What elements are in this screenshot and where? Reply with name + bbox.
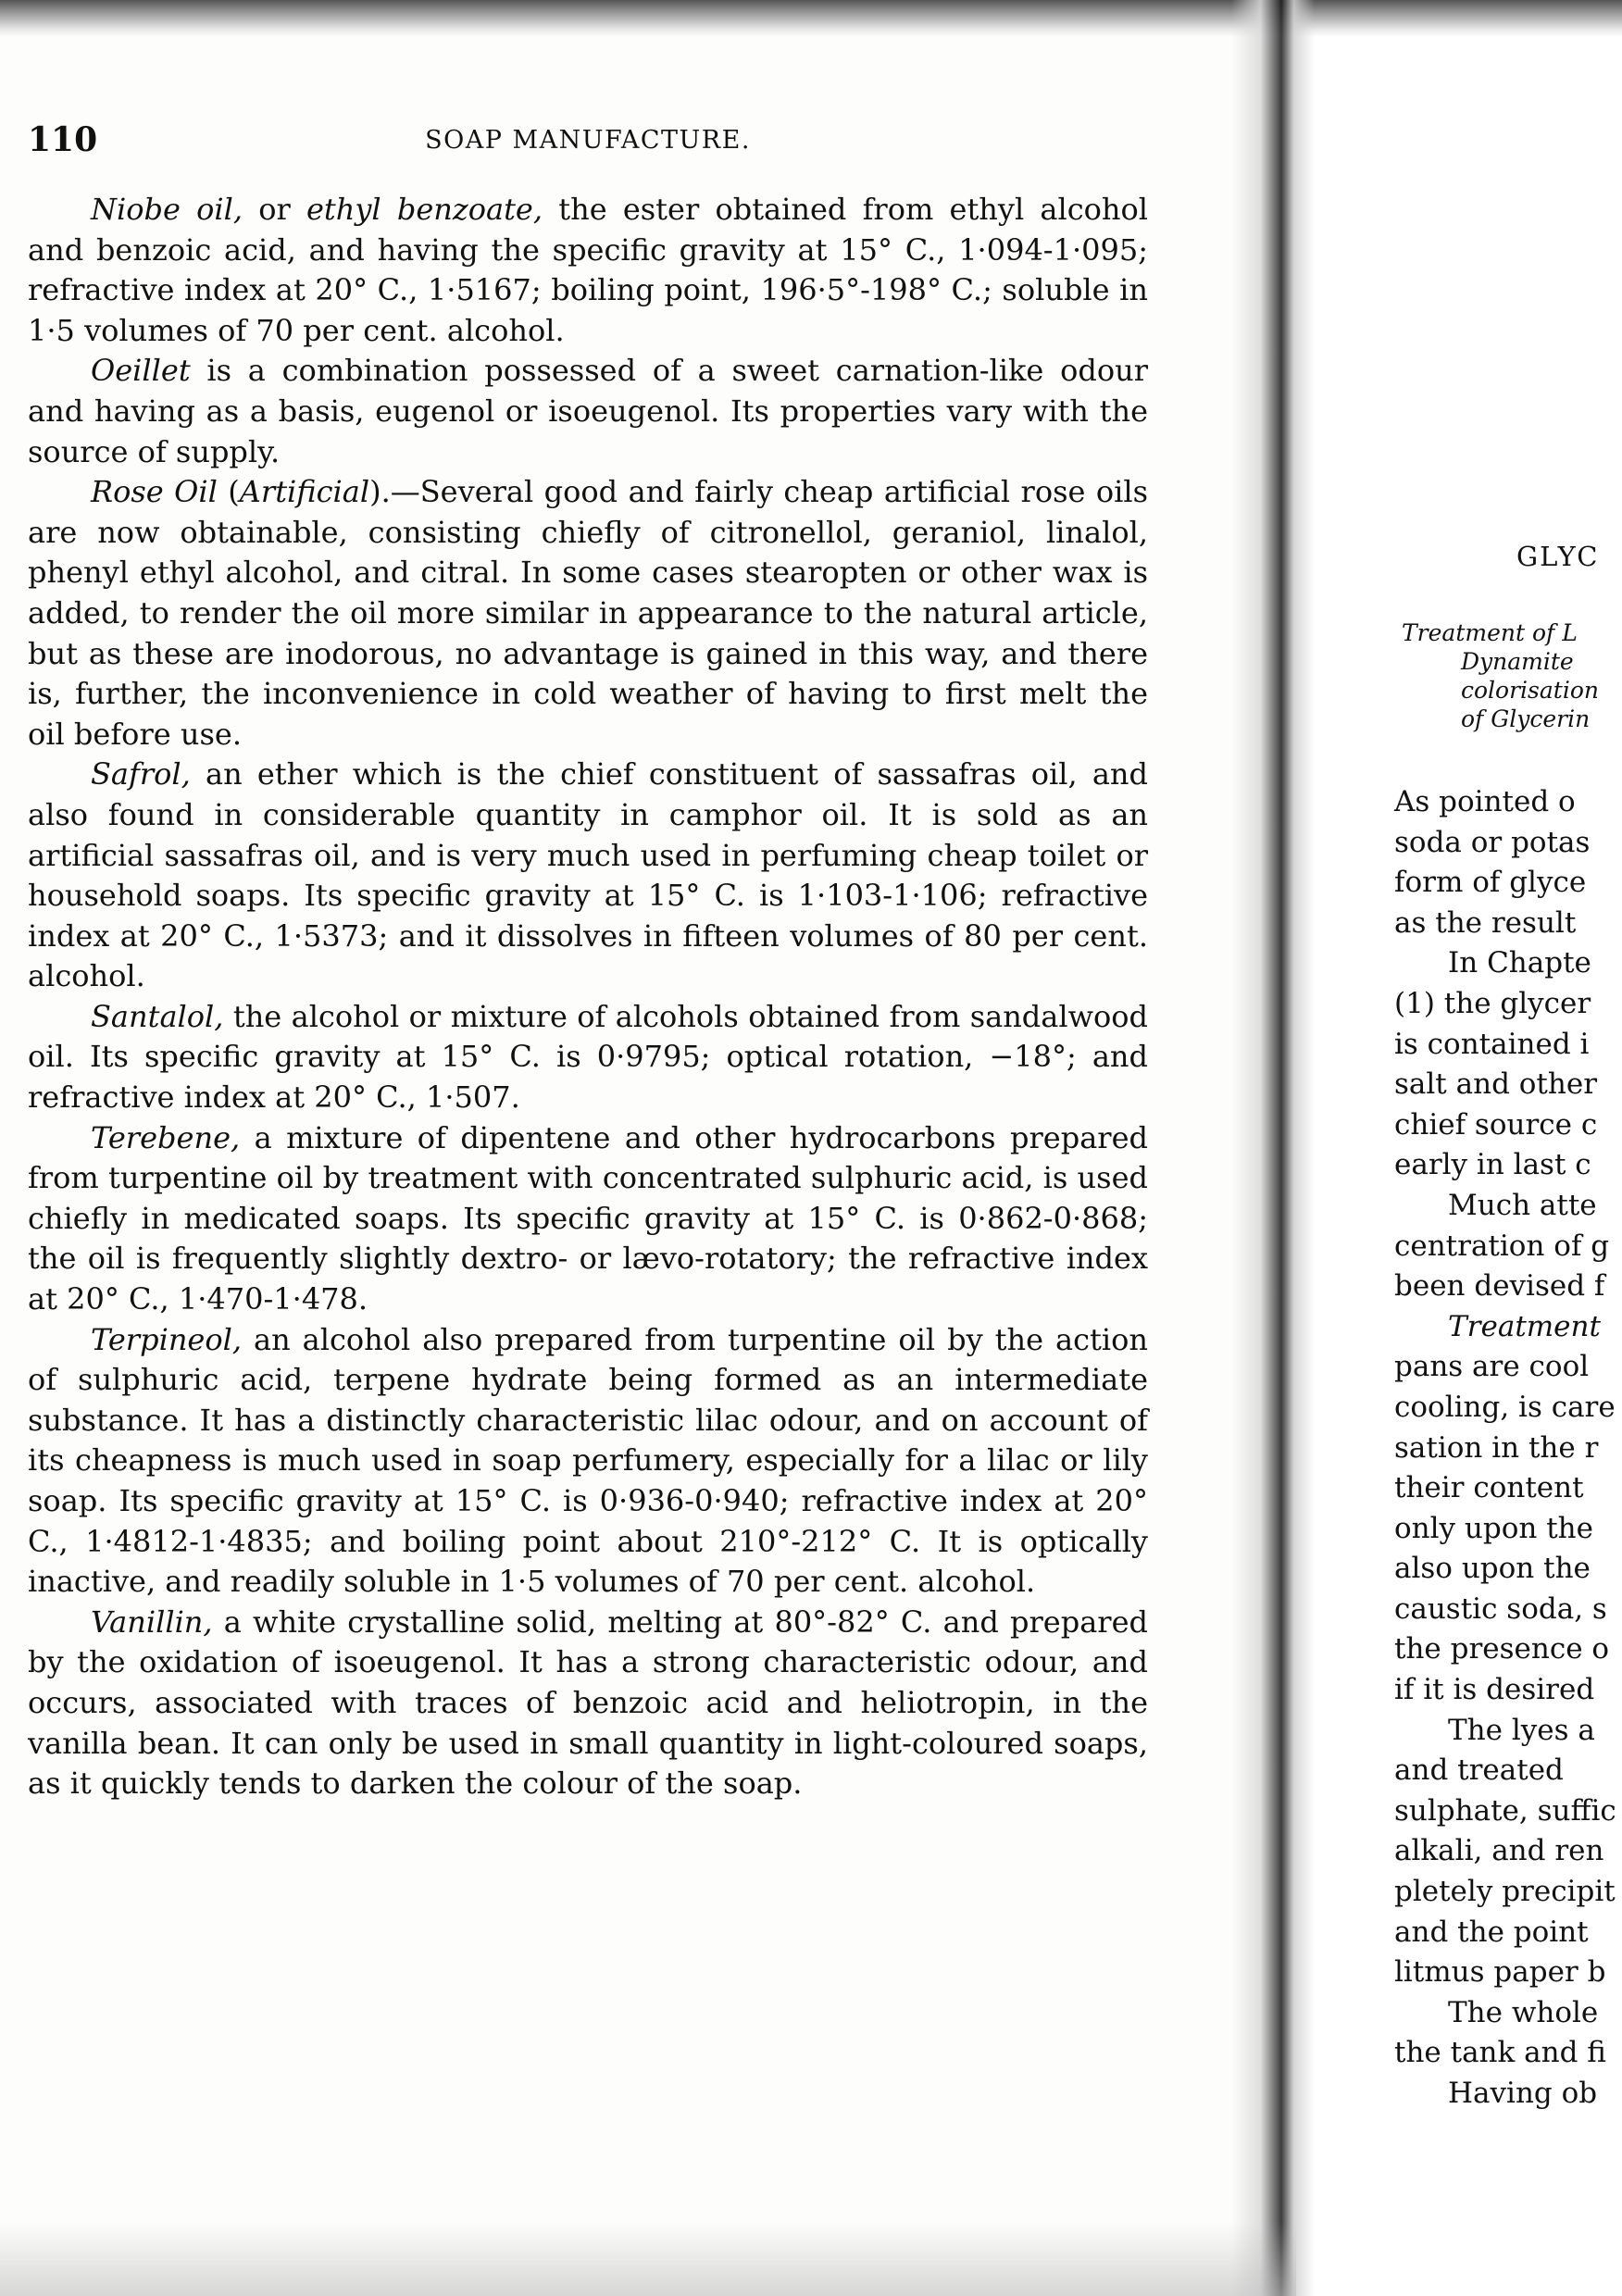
- entry-connector: or: [243, 192, 306, 227]
- paragraph-santalol: [28, 997, 1148, 1118]
- paragraph-niobe-oil: [28, 190, 1148, 351]
- page-header: [28, 120, 1148, 168]
- facing-page-line: as the result: [1394, 905, 1577, 940]
- facing-page-line: As pointed o: [1394, 785, 1576, 818]
- caption-line: Treatment of L: [1402, 619, 1578, 646]
- facing-page-line: salt and other: [1394, 1067, 1598, 1102]
- facing-page-line: Treatment: [1448, 1309, 1601, 1343]
- entry-text: an alcohol also prepared from turpentine oil by the action of sulphuric acid, terpene hydrate being formed as an intermediate substance. It has a distinctly characteristic lilac odour, and on account of its cheapness is much used in soap perfumery, especially for a lilac or lily soap. Its specific gravity at 15° C. is 0·936-0·940; refractive index at 20° C., 1·4812-1·4835; and boiling point about 210°-212° C. It is optically inactive, and readily soluble in 1·5 volumes of 70 per cent. alcohol.: [28, 1321, 1148, 1600]
- entry-term: Terebene,: [91, 1119, 241, 1155]
- scan-bottom-edge: [0, 2222, 1296, 2296]
- facing-page-line: Much atte: [1448, 1188, 1597, 1222]
- facing-page-line: In Chapte: [1448, 946, 1591, 980]
- entry-text: the ester obtained from ethyl alcohol and benzoic acid, and having the specific gravity at 15° C., 1·094-1·095; refractive index at 20° C., 1·5167; boiling point, 196·5°-198° C.; soluble in 1·5 volumes of 70 per cent. alcohol.: [28, 192, 1149, 348]
- entry-text: a mixture of dipentene and other hydrocarbons prepared from turpentine oil by treatment with concentrated sulphuric acid, is used chiefly in medicated soaps. Its specific gravity at 15° C. is 0·862-0·868; the oil is frequently slightly dextro- or lævo-rotatory; the refractive index at 20° C., 1·470-1·478.: [28, 1119, 1148, 1317]
- facing-page-line: sation in the r: [1394, 1430, 1599, 1465]
- entry-term: Safrol,: [91, 756, 191, 792]
- facing-page-line: sulphate, suffic: [1394, 1793, 1616, 1828]
- paragraph-terebene: [28, 1118, 1148, 1320]
- entry-text: the alcohol or mixture of alcohols obtained from sandalwood oil. Its specific gravity at 15° C. is 0·9795; optical rotation, −18°; and refractive index at 20° C., 1·507.: [28, 998, 1148, 1116]
- facing-page-line: only upon the: [1394, 1511, 1593, 1545]
- entry-term-alt: ethyl benzoate,: [306, 192, 543, 227]
- entry-text: is a combination possessed of a sweet carnation-like odour and having as a basis, eugenol or isoeugenol. Its properties vary with the source of supply.: [28, 353, 1148, 469]
- facing-page-line: and treated: [1394, 1753, 1564, 1788]
- entry-term: Santalol,: [91, 998, 224, 1034]
- facing-page-line: pletely precipit: [1394, 1875, 1616, 1909]
- book-gutter: [1231, 0, 1315, 2296]
- entry-text: ).—Several good and fairly cheap artificial rose oils are now obtainable, consisting chiefly of citronellol, geraniol, linalol, phenyl ethyl alcohol, and citral. In some cases stearopten or other wax is added, to render the oil more similar in appearance to the natural article, but as these are inodorous, no advantage is gained in this way, and there is, further, the inconvenience in cold weather of having to first melt the oil before use.: [28, 474, 1149, 752]
- paragraph-terpineol: [28, 1320, 1148, 1603]
- facing-page-caption: [1402, 618, 1599, 733]
- entry-connector: (: [217, 474, 240, 510]
- facing-page-line: early in last c: [1394, 1148, 1591, 1182]
- entry-term-alt: Artificial: [239, 474, 370, 510]
- facing-page-line: their content: [1394, 1471, 1584, 1505]
- facing-page-heading: GLYC: [1516, 541, 1600, 572]
- facing-page-line: cooling, is care: [1394, 1390, 1616, 1424]
- entry-text: an ether which is the chief constituent of sassafras oil, and also found in considerable quantity in camphor oil. It is sold as an artificial sassafras oil, and is very much used in perfuming cheap toilet or household soaps. Its specific gravity at 15° C. is 1·103-1·106; refractive index at 20° C., 1·5373; and it dissolves in fifteen volumes of 80 per cent. alcohol.: [28, 756, 1148, 994]
- entry-term: Oeillet: [91, 353, 191, 389]
- facing-page-text: [1394, 782, 1616, 2115]
- facing-page-line: litmus paper b: [1394, 1955, 1606, 1990]
- facing-page-line: and the point: [1394, 1915, 1589, 1949]
- paragraph-vanillin: [28, 1603, 1148, 1804]
- facing-page-line: chief source c: [1394, 1107, 1598, 1142]
- caption-line: Dynamite: [1461, 648, 1574, 675]
- facing-page-line: been devised f: [1394, 1269, 1605, 1304]
- facing-page-line: caustic soda, s: [1394, 1591, 1607, 1626]
- facing-page-line: soda or potas: [1394, 825, 1591, 859]
- facing-page-line: pans are cool: [1394, 1350, 1590, 1384]
- paragraph-oeillet: [28, 351, 1148, 472]
- facing-page-line: form of glyce: [1394, 866, 1587, 900]
- facing-page-line: alkali, and ren: [1394, 1834, 1604, 1868]
- page-number: 110: [28, 120, 98, 159]
- entry-term: Niobe oil,: [91, 192, 243, 227]
- facing-page-line: Having ob: [1448, 2077, 1598, 2110]
- facing-page-line: the tank and fi: [1394, 2036, 1606, 2070]
- entry-text: a white crystalline solid, melting at 80°-82° C. and prepared by the oxidation of isoeugenol. It has a strong characteristic odour, and occurs, associated with traces of benzoic acid and heliotropin, in the vanilla bean. It can only be used in small quantity in light-coloured soaps, as it quickly tends to darken the colour of the soap.: [28, 1603, 1148, 1802]
- facing-page-line: The lyes a: [1448, 1713, 1595, 1747]
- facing-page-line: The whole: [1448, 1995, 1599, 2029]
- paragraph-safrol: [28, 755, 1148, 997]
- facing-page-line: centration of g: [1394, 1229, 1610, 1263]
- facing-page: [1370, 0, 1622, 2296]
- facing-page-line: the presence o: [1394, 1632, 1610, 1666]
- entry-term: Vanillin,: [91, 1603, 213, 1640]
- facing-page-line: if it is desired: [1394, 1673, 1595, 1707]
- facing-page-line: also upon the: [1394, 1552, 1591, 1586]
- caption-line: of Glycerin: [1461, 705, 1591, 732]
- body-text: [28, 190, 1148, 1804]
- facing-page-line: (1) the glycer: [1394, 986, 1591, 1020]
- caption-line: colorisation: [1461, 677, 1599, 704]
- entry-term: Terpineol,: [91, 1321, 243, 1357]
- facing-page-line: is contained i: [1394, 1027, 1590, 1061]
- running-head: SOAP MANUFACTURE.: [425, 126, 751, 155]
- paragraph-rose-oil: [28, 472, 1148, 755]
- entry-term: Rose Oil: [91, 474, 218, 510]
